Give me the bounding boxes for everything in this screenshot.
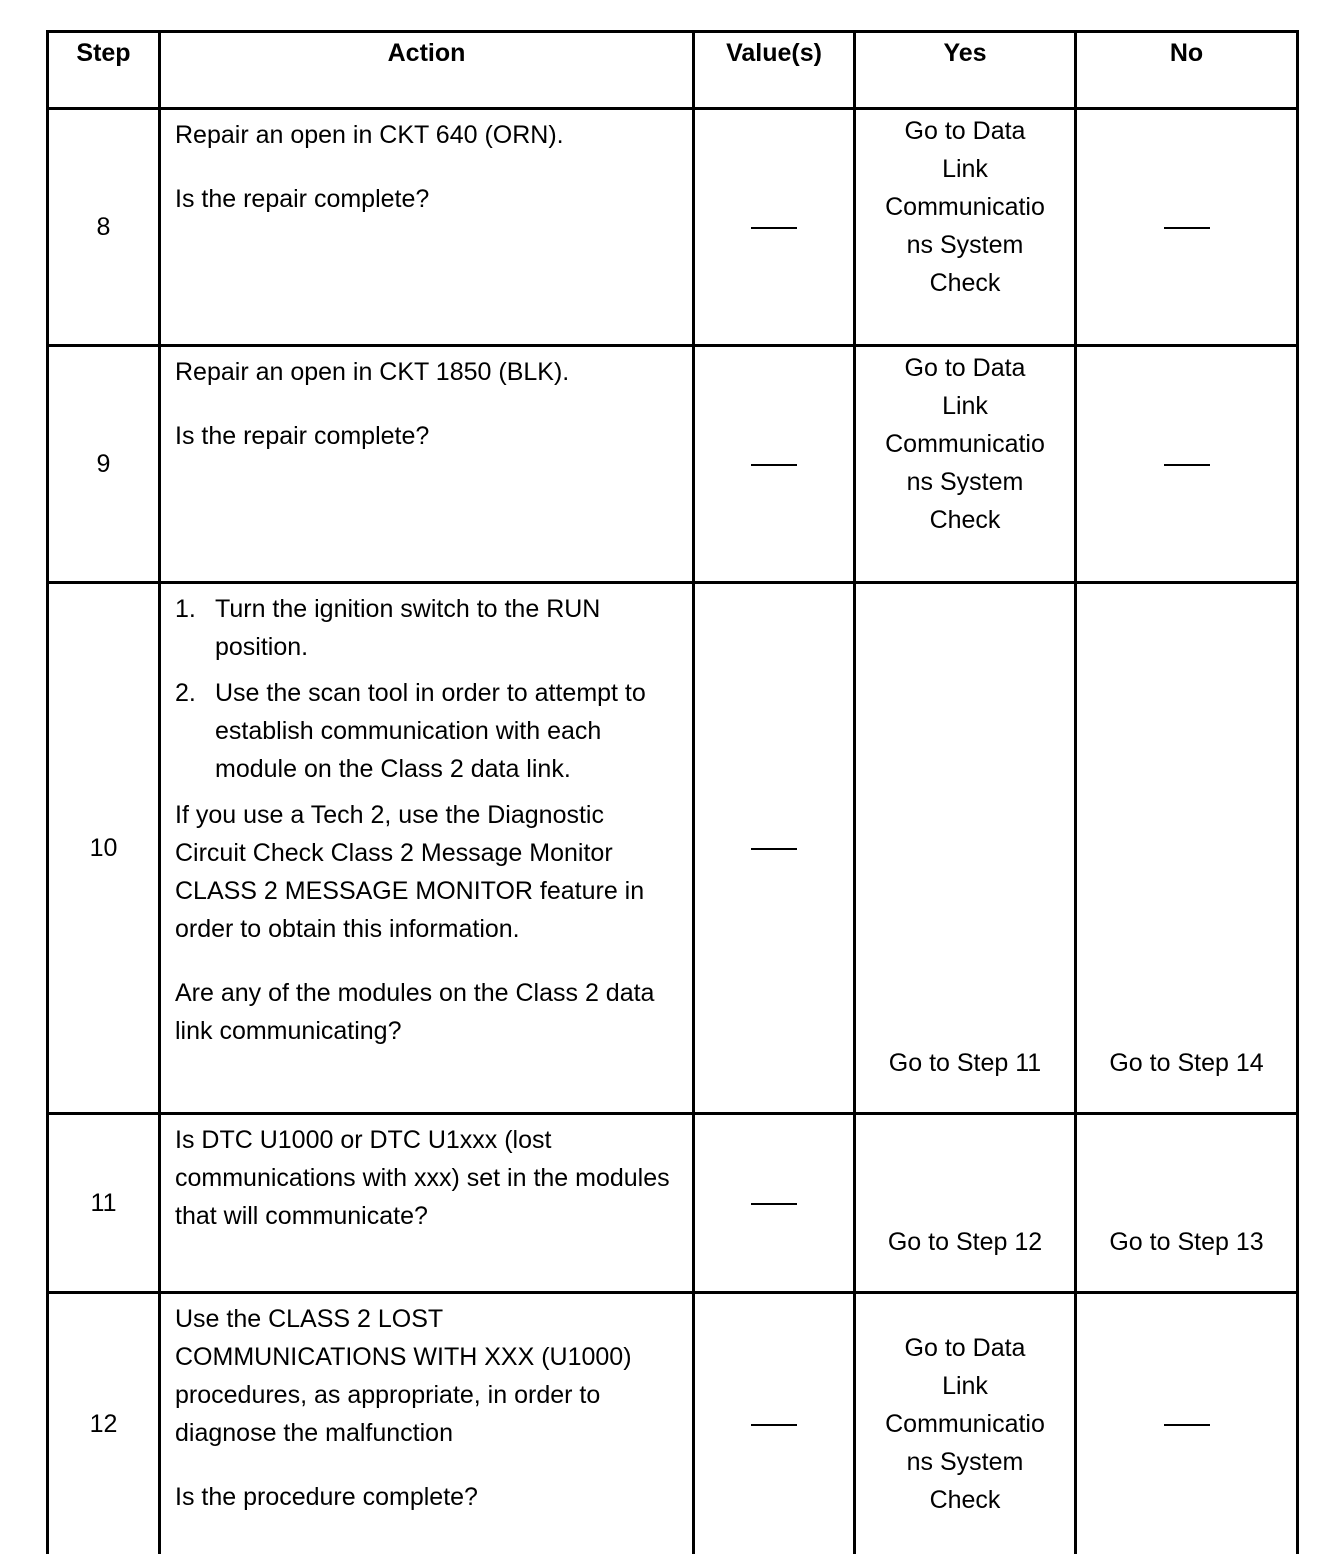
no-cell: Go to Step 13 <box>1076 1114 1298 1293</box>
action-instruction: Repair an open in CKT 1850 (BLK). <box>175 353 678 391</box>
yes-line: Check <box>856 264 1074 302</box>
table-row-step-11 <box>48 1114 1298 1293</box>
yes-line: Communicatio <box>856 425 1074 463</box>
action-question: Is DTC U1000 or DTC U1xxx (lost communications with xxx) set in the modules that will communicate? <box>175 1121 678 1235</box>
list-text: Turn the ignition switch to the RUN position. <box>215 595 600 661</box>
action-question: Is the procedure complete? <box>175 1478 678 1516</box>
list-item <box>175 674 678 788</box>
yes-line: Go to Data <box>856 1329 1074 1367</box>
yes-line: Go to Data <box>856 349 1074 387</box>
action-question: Is the repair complete? <box>175 180 678 218</box>
action-question: Are any of the modules on the Class 2 data link communicating? <box>175 974 678 1050</box>
yes-cell <box>855 346 1076 583</box>
header-no: No <box>1076 32 1298 109</box>
table-row-step-10 <box>48 583 1298 1114</box>
step-number: 9 <box>48 346 160 583</box>
diagnostic-table <box>46 30 1296 1554</box>
yes-line: Check <box>856 1481 1074 1519</box>
header-action: Action <box>160 32 694 109</box>
yes-line: Link <box>856 1367 1074 1405</box>
action-cell <box>160 583 694 1114</box>
action-instruction: Repair an open in CKT 640 (ORN). <box>175 116 678 154</box>
action-cell <box>160 1114 694 1293</box>
yes-cell <box>855 109 1076 346</box>
value-dash <box>751 227 797 229</box>
value-dash <box>751 1203 797 1205</box>
no-cell <box>1076 109 1298 346</box>
yes-line: ns System <box>856 226 1074 264</box>
action-cell <box>160 346 694 583</box>
yes-line: Communicatio <box>856 1405 1074 1443</box>
action-steps-list <box>175 590 678 788</box>
value-cell <box>694 109 855 346</box>
no-cell <box>1076 1293 1298 1554</box>
yes-line: ns System <box>856 463 1074 501</box>
list-text: Use the scan tool in order to attempt to establish communication with each module on the Class 2 data link. <box>215 679 646 783</box>
value-cell <box>694 346 855 583</box>
no-dash <box>1164 1424 1210 1426</box>
yes-line: Check <box>856 501 1074 539</box>
yes-line: Communicatio <box>856 188 1074 226</box>
list-item <box>175 590 678 666</box>
action-note: If you use a Tech 2, use the Diagnostic Circuit Check Class 2 Message Monitor CLASS 2 MESSAGE MONITOR feature in order to obtain this information. <box>175 796 678 948</box>
step-number: 12 <box>48 1293 160 1554</box>
no-cell <box>1076 346 1298 583</box>
header-values: Value(s) <box>694 32 855 109</box>
value-dash <box>751 1424 797 1426</box>
action-cell <box>160 1293 694 1554</box>
table-header-row <box>48 32 1298 109</box>
yes-cell: Go to Step 12 <box>855 1114 1076 1293</box>
header-step: Step <box>48 32 160 109</box>
value-cell <box>694 1293 855 1554</box>
yes-line: Link <box>856 150 1074 188</box>
step-number: 8 <box>48 109 160 346</box>
no-cell: Go to Step 14 <box>1076 583 1298 1114</box>
value-dash <box>751 464 797 466</box>
yes-cell: Go to Step 11 <box>855 583 1076 1114</box>
value-dash <box>751 848 797 850</box>
step-number: 10 <box>48 583 160 1114</box>
yes-line: ns System <box>856 1443 1074 1481</box>
list-number: 2. <box>175 674 196 712</box>
yes-line: Link <box>856 387 1074 425</box>
list-number: 1. <box>175 590 196 628</box>
step-number: 11 <box>48 1114 160 1293</box>
header-yes: Yes <box>855 32 1076 109</box>
table-row-step-12 <box>48 1293 1298 1554</box>
table-row-step-8 <box>48 109 1298 346</box>
yes-cell <box>855 1293 1076 1554</box>
action-cell <box>160 109 694 346</box>
action-instruction: Use the CLASS 2 LOST COMMUNICATIONS WITH XXX (U1000) procedures, as appropriate, in order to diagnose the malfunction <box>175 1300 678 1452</box>
no-dash <box>1164 464 1210 466</box>
diagnostic-steps-table <box>46 30 1299 1554</box>
yes-line: Go to Data <box>856 112 1074 150</box>
no-dash <box>1164 227 1210 229</box>
action-question: Is the repair complete? <box>175 417 678 455</box>
value-cell <box>694 583 855 1114</box>
value-cell <box>694 1114 855 1293</box>
table-row-step-9 <box>48 346 1298 583</box>
